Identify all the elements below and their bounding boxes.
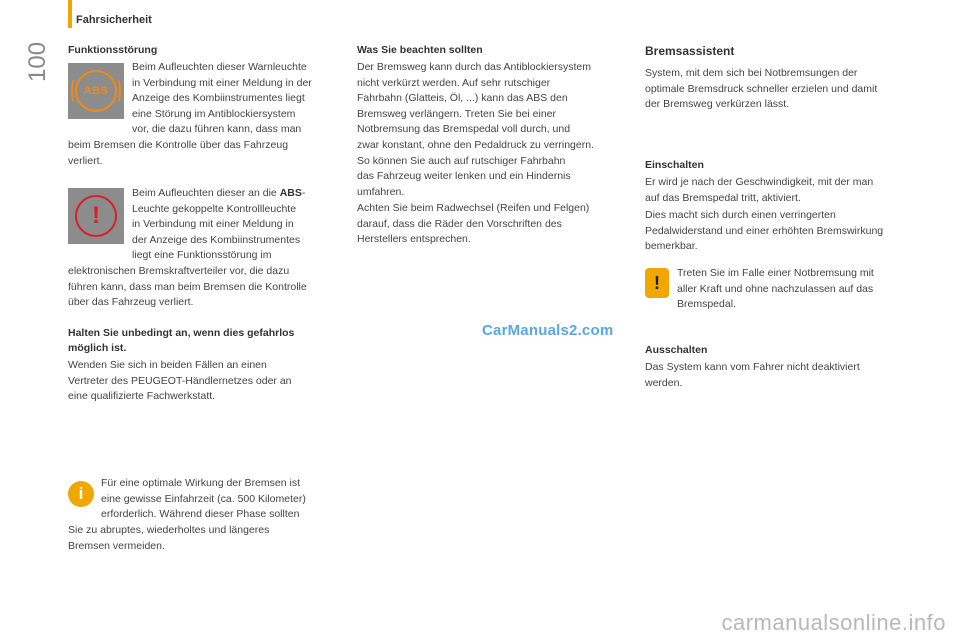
contact-paragraph: [68, 358, 353, 405]
text-line: erforderlich. Während dieser Phase sollten: [101, 508, 300, 521]
abs-paragraph-continued: [68, 138, 348, 169]
text-line: Herstellers entsprechen.: [357, 233, 471, 246]
text-line: zwar konstant, ohne den Pedaldruck zu verringern.: [357, 138, 594, 151]
text-line: Notbremsung das Bremspedal voll durch, und: [357, 123, 571, 136]
text-line: liegt eine Funktionsstörung im: [132, 249, 272, 262]
text-line: vor, die dazu führen kann, dass man: [132, 123, 302, 136]
text-line: Für eine optimale Wirkung der Bremsen ist: [101, 477, 300, 489]
text-line: Dies macht sich durch einen verringerten: [645, 209, 836, 221]
text-line: aller Kraft und ohne nachzulassen auf das: [677, 282, 874, 295]
text-line: Anzeige des Kombiinstrumentes liegt: [132, 92, 305, 105]
text-line: Bremspedal.: [677, 298, 736, 311]
text-line: über das Fahrzeug verliert.: [68, 296, 194, 309]
warning-paragraph: [677, 266, 927, 313]
text-line: elektronischen Bremskraftverteiler vor, die dazu: [68, 265, 290, 277]
text-line: Vertreter des PEUGEOT-Händlernetzes oder an: [68, 374, 292, 387]
abs-notes-paragraph: [357, 60, 637, 200]
heading-funktionsstoerung: Funktionsstörung: [68, 44, 158, 56]
text-line: bemerkbar.: [645, 240, 698, 253]
text-fragment: -: [301, 187, 306, 199]
warning-exclamation-icon: !: [645, 268, 669, 298]
heading-einschalten: Einschalten: [645, 159, 704, 171]
text-line: Treten Sie im Falle einer Notbremsung mit: [677, 267, 874, 279]
text-line: Er wird je nach der Geschwindigkeit, mit der man: [645, 176, 874, 188]
brake-warning-icon: [68, 188, 124, 244]
heading-bremsassistent: Bremsassistent: [645, 44, 735, 58]
text-line: darauf, dass die Räder den Vorschriften des: [357, 217, 562, 230]
text-line: Bremsweg verlängern. Treten Sie bei einer: [357, 107, 557, 120]
wheel-change-paragraph: [357, 201, 637, 248]
text-line: Achten Sie beim Radwechsel (Reifen und Felgen): [357, 202, 590, 214]
info-paragraph: [101, 476, 351, 523]
text-line: in Verbindung mit einer Meldung in: [132, 218, 294, 231]
text-line: Der Bremsweg kann durch das Antiblockiersystem: [357, 61, 592, 73]
einschalten-paragraph-2: [645, 208, 930, 255]
section-accent-bar: [68, 0, 72, 28]
text-line: Bremsen vermeiden.: [68, 539, 165, 552]
text-line: System, mit dem sich bei Notbremsungen der: [645, 67, 858, 79]
text-line: Leuchte gekoppelte Kontrollleuchte: [132, 202, 297, 215]
abs-icon-label: ABS: [75, 70, 117, 112]
text-line: in Verbindung mit einer Meldung in der: [132, 76, 312, 89]
text-line: eine gewisse Einfahrzeit (ca. 500 Kilometer): [101, 492, 306, 505]
text-line: verliert.: [68, 154, 103, 167]
ausschalten-paragraph: [645, 360, 930, 391]
bremsassistent-intro: [645, 66, 930, 113]
text-line: Halten Sie unbedingt an, wenn dies gefahrlos: [68, 327, 295, 339]
abs-paragraph: [132, 60, 342, 138]
text-line: nicht verkürzt werden. Auf sehr rutschiger: [357, 76, 551, 89]
einschalten-paragraph-1: [645, 175, 930, 206]
text-line: führen kann, dass man beim Bremsen die Kontrolle: [68, 280, 307, 293]
text-line: werden.: [645, 376, 683, 389]
text-line: auf das Bremspedal tritt, aktiviert.: [645, 191, 801, 204]
carmanuals-watermark: CarManuals2.com: [482, 322, 614, 339]
text-line: Fahrbahn (Glatteis, Öl, ...) kann das ABS den: [357, 92, 568, 105]
stop-heading: [68, 326, 353, 356]
abs-warning-icon: [68, 63, 124, 119]
text-line: optimale Bremsdruck schneller erzielen und damit: [645, 82, 878, 95]
text-line: Beim Aufleuchten dieser Warnleuchte: [132, 61, 307, 73]
info-paragraph-continued: [68, 523, 353, 554]
text-line: eine Störung im Antiblockiersystem: [132, 107, 296, 120]
text-line: [132, 186, 347, 202]
heading-ausschalten: Ausschalten: [645, 344, 708, 356]
text-line: So können Sie auch auf rutschiger Fahrbahn: [357, 154, 566, 167]
abs-bold-term: ABS: [279, 187, 302, 199]
heading-was-sie-beachten: Was Sie beachten sollten: [357, 44, 483, 56]
brake-paragraph-continued: [68, 264, 353, 311]
footer-watermark: carmanualsonline.info: [721, 610, 946, 635]
brake-paragraph: [132, 186, 347, 264]
section-title: Fahrsicherheit: [76, 14, 152, 26]
text-line: Sie zu abruptes, wiederholtes und längeres: [68, 524, 270, 536]
brake-icon-label: !: [75, 195, 117, 237]
text-line: Das System kann vom Fahrer nicht deaktiviert: [645, 361, 860, 373]
text-line: Pedalwiderstand und einer erhöhten Bremswirkung: [645, 224, 884, 237]
text-line: der Bremsweg verkürzen lässt.: [645, 98, 790, 111]
info-icon: i: [68, 481, 94, 507]
text-line: umfahren.: [357, 185, 405, 198]
text-line: Wenden Sie sich in beiden Fällen an einen: [68, 359, 267, 371]
text-line: beim Bremsen die Kontrolle über das Fahrzeug: [68, 139, 289, 151]
text-line: der Anzeige des Kombiinstrumentes: [132, 233, 301, 246]
text-line: möglich ist.: [68, 342, 127, 354]
page-number: 100: [24, 41, 51, 82]
text-line: das Fahrzeug weiter lenken und ein Hindernis: [357, 170, 571, 183]
text-fragment: Beim Aufleuchten dieser an die: [132, 187, 280, 199]
text-line: eine qualifizierte Fachwerkstatt.: [68, 390, 216, 403]
